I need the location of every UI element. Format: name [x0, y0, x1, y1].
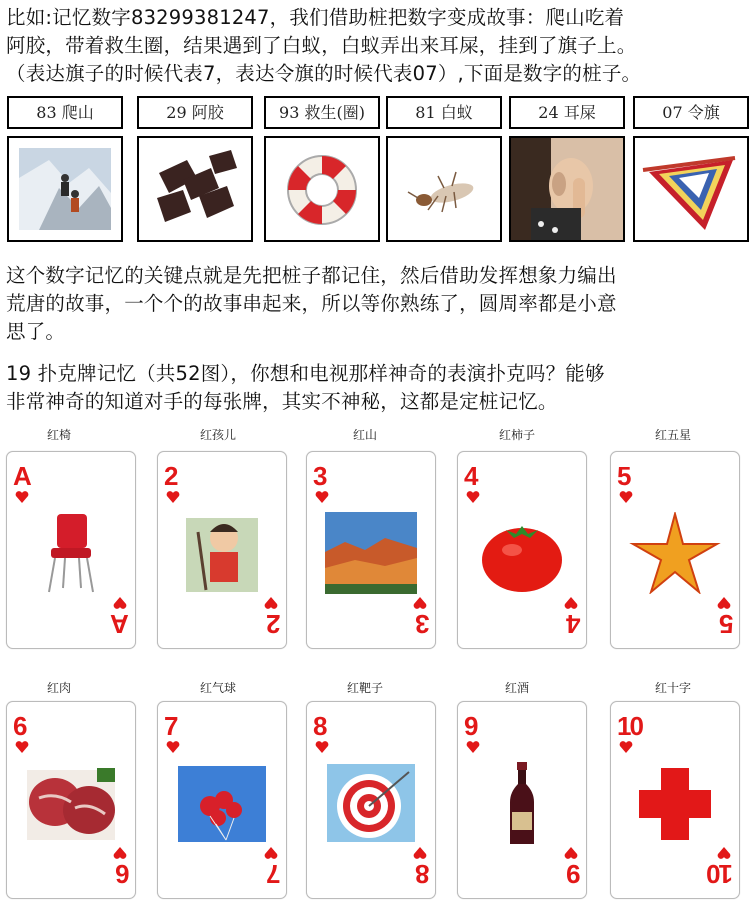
- five-point-star-icon: [629, 512, 721, 594]
- heart-icon: [466, 740, 480, 754]
- card-rank: 6: [13, 711, 26, 741]
- card-rank: 2: [267, 609, 280, 639]
- card-name: 红椅: [46, 428, 71, 442]
- card-rank: 8: [313, 711, 326, 741]
- termite-icon: [386, 136, 502, 242]
- peg-24: [509, 96, 625, 242]
- card-name: 红五星: [654, 428, 691, 442]
- peg-label: 29 阿胶: [137, 96, 253, 129]
- heart-icon: [466, 490, 480, 504]
- card-name: 红靶子: [346, 681, 383, 695]
- peg-label: 07 令旗: [633, 96, 749, 129]
- command-flag-icon: [633, 136, 749, 242]
- intro-line-1: 比如:记忆数字83299381247，我们借助桩把数字变成故事：爬山吃着: [6, 6, 625, 29]
- peg-label: 83 爬山: [7, 96, 123, 129]
- card-rank: 7: [164, 711, 177, 741]
- playing-card-6: [6, 701, 136, 899]
- intro-line-2: 阿胶，带着救生圈，结果遇到了白蚁，白蚁弄出来耳屎，挂到了旗子上。: [6, 34, 637, 57]
- card-rank: 5: [617, 461, 630, 491]
- red-boy-icon: [176, 512, 268, 594]
- playing-card-3: [306, 451, 436, 649]
- peg-label: 93 救生(圈): [264, 96, 380, 129]
- card-rank: 8: [416, 859, 429, 889]
- card-name: 红柿子: [498, 428, 535, 442]
- tomato-icon: [476, 512, 568, 594]
- playing-card-a: [6, 451, 136, 649]
- peg-07: [633, 96, 749, 242]
- para3-line-1: 19 扑克牌记忆（共52图），你想和电视那样神奇的表演扑克吗？能够: [6, 362, 605, 385]
- mountain-climber-icon: [7, 136, 123, 242]
- card-rank: 4: [567, 609, 580, 639]
- playing-card-4: [457, 451, 587, 649]
- card-rank: 2: [164, 461, 177, 491]
- card-rank: 6: [116, 859, 129, 889]
- heart-icon: [413, 846, 427, 860]
- peg-81: [386, 96, 502, 242]
- para2-line-2: 荒唐的故事，一个个的故事串起来，所以等你熟练了，圆周率都是小意: [6, 292, 617, 315]
- heart-icon: [717, 846, 731, 860]
- heart-icon: [315, 490, 329, 504]
- peg-label: 81 白蚁: [386, 96, 502, 129]
- target-icon: [325, 762, 417, 844]
- heart-icon: [15, 490, 29, 504]
- wine-bottle-icon: [476, 762, 568, 844]
- red-meat-icon: [25, 762, 117, 844]
- heart-icon: [264, 596, 278, 610]
- card-rank: 3: [416, 609, 429, 639]
- heart-icon: [15, 740, 29, 754]
- card-rank: A: [13, 461, 30, 491]
- red-mountain-icon: [325, 512, 417, 594]
- heart-icon: [413, 596, 427, 610]
- heart-icon: [619, 490, 633, 504]
- heart-icon: [315, 740, 329, 754]
- playing-card-5: [610, 451, 740, 649]
- life-ring-icon: [264, 136, 380, 242]
- playing-card-10: [610, 701, 740, 899]
- peg-29: [137, 96, 253, 242]
- peg-label: 24 耳屎: [509, 96, 625, 129]
- heart-icon: [166, 490, 180, 504]
- card-rank: 7: [267, 859, 280, 889]
- playing-card-8: [306, 701, 436, 899]
- peg-83: [7, 96, 123, 242]
- heart-icon: [564, 846, 578, 860]
- card-rank: A: [112, 609, 129, 639]
- heart-icon: [564, 596, 578, 610]
- para2-line-3: 思了。: [6, 320, 66, 343]
- heart-icon: [717, 596, 731, 610]
- heart-icon: [166, 740, 180, 754]
- red-balloons-icon: [176, 762, 268, 844]
- intro-line-3: （表达旗子的时候代表7，表达令旗的时候代表07）,下面是数字的桩子。: [6, 62, 642, 85]
- para2-line-1: 这个数字记忆的关键点就是先把桩子都记住，然后借助发挥想象力编出: [6, 264, 617, 287]
- playing-card-7: [157, 701, 287, 899]
- heart-icon: [264, 846, 278, 860]
- card-rank: 9: [464, 711, 477, 741]
- card-name: 红孩儿: [199, 428, 236, 442]
- card-rank: 5: [720, 609, 733, 639]
- card-name: 红气球: [199, 681, 236, 695]
- card-name: 红肉: [46, 681, 71, 695]
- heart-icon: [113, 846, 127, 860]
- card-rank: 9: [567, 859, 580, 889]
- card-rank: 4: [464, 461, 477, 491]
- ear-cleaning-icon: [509, 136, 625, 242]
- red-cross-icon: [629, 762, 721, 844]
- card-name: 红酒: [504, 681, 529, 695]
- card-rank: 10: [617, 711, 642, 741]
- heart-icon: [113, 596, 127, 610]
- heart-icon: [619, 740, 633, 754]
- card-name: 红山: [352, 428, 377, 442]
- card-rank: 10: [708, 859, 733, 889]
- playing-card-2: [157, 451, 287, 649]
- peg-93: [264, 96, 380, 242]
- para3-line-2: 非常神奇的知道对手的每张牌，其实不神秘，这都是定桩记忆。: [6, 390, 558, 413]
- red-chair-icon: [25, 512, 117, 594]
- card-name: 红十字: [654, 681, 691, 695]
- card-rank: 3: [313, 461, 326, 491]
- playing-card-9: [457, 701, 587, 899]
- donkey-hide-gelatin-icon: [137, 136, 253, 242]
